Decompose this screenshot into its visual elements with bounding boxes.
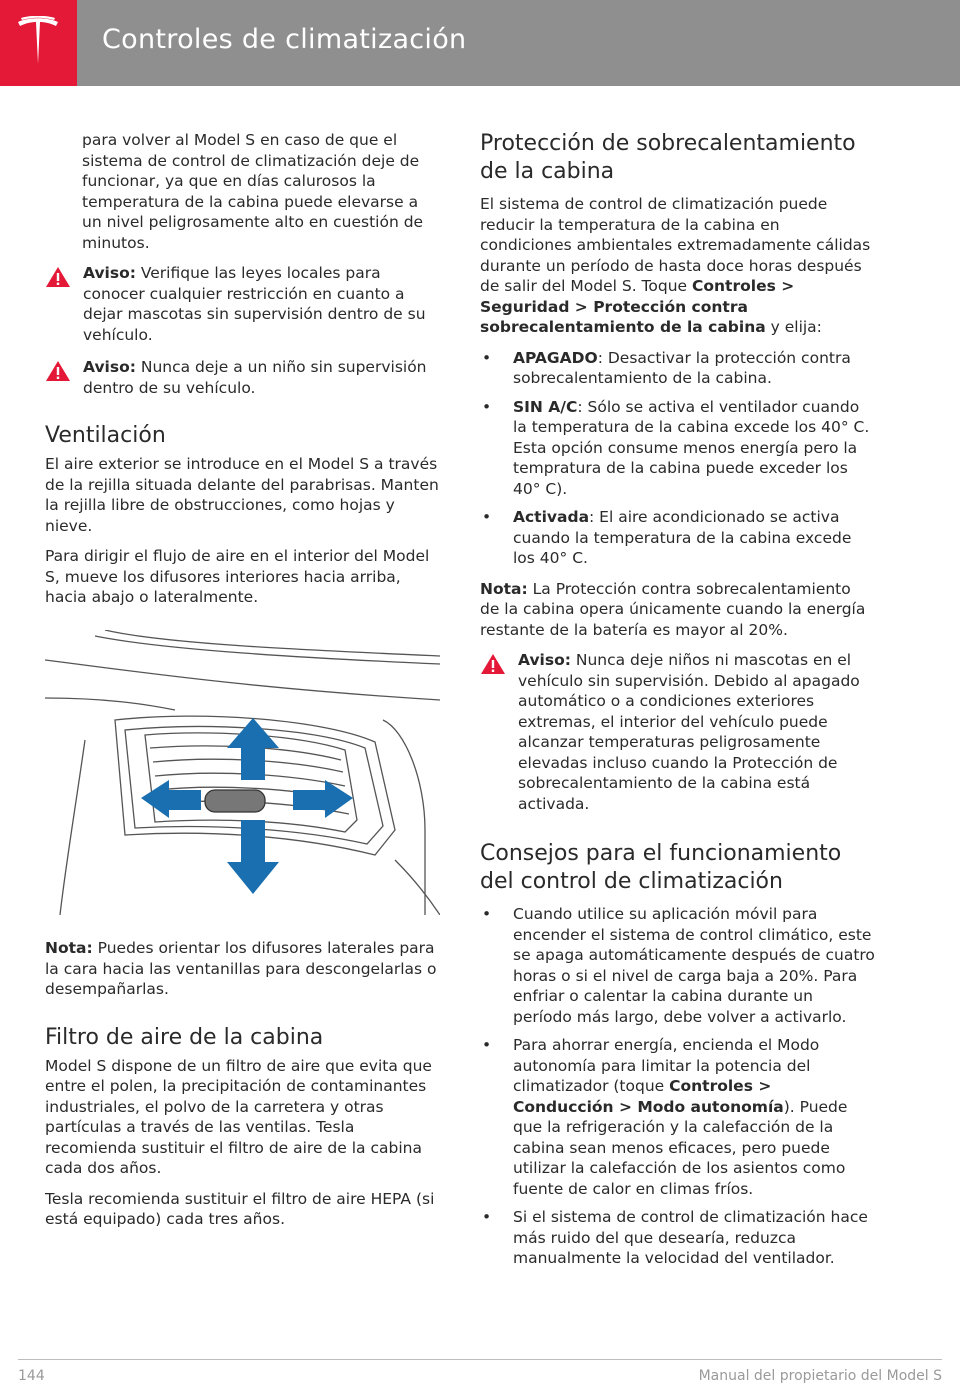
overheat-intro-end: y elija: [765, 318, 822, 336]
option-label: APAGADO [513, 348, 598, 367]
page-number: 144 [18, 1368, 45, 1384]
note-text: Puedes orientar los difusores laterales para la cara hacia las ventanillas para descongelarlas o desempañarlas. [45, 939, 437, 998]
warning-label: Aviso: [518, 651, 571, 669]
list-item: • Cuando utilice su aplicación móvil para encender el sistema de control climático, este se apaga automáticamente después de cuatro horas o si el nivel de carga baja a 20%. Para enfriar o calentar la cabina durante un período más largo, debe volver a activarlo. [480, 904, 875, 1027]
footer-divider [18, 1359, 942, 1360]
option-label: SIN A/C [513, 397, 578, 416]
option-text: : El aire acondicionado se activa cuando la temperatura de la cabina excede los 40° C. [513, 508, 852, 567]
warning-callout [480, 650, 875, 814]
section-heading-consejos: Consejos para el funcionamiento del control de climatización [480, 841, 842, 894]
page-header [0, 0, 960, 86]
menu-path: Controles > Seguridad > Protección contra sobrecalentamiento de la cabina [480, 277, 795, 336]
menu-path: Controles > Conducción > Modo autonomía [513, 1077, 784, 1116]
ventilation-paragraph-2: Para dirigir el flujo de aire en el interior del Model S, mueve los difusores interiores hacia arriba, hacia abajo o lateralmente. [45, 547, 430, 606]
overheat-options-list [480, 348, 875, 569]
filter-paragraph-2: Tesla recomienda sustituir el filtro de aire HEPA (si está equipado) cada tres años. [45, 1189, 435, 1228]
list-item: • Si el sistema de control de climatización hace más ruido del que desearía, reduzca manualmente la velocidad del ventilador. [480, 1207, 875, 1269]
right-column [480, 130, 875, 1279]
tip-text: ). Puede que la refrigeración y la calefacción de la cabina sean menos eficaces, pero puede utilizar la calefacción de los asientos como fuente de calor en climas fríos. [513, 1097, 848, 1198]
brand-logo-box [0, 0, 77, 86]
list-item [480, 397, 875, 500]
left-column [45, 130, 440, 1240]
air-vent-illustration [45, 630, 440, 915]
note-paragraph [480, 579, 875, 641]
option-text: : Desactivar la protección contra sobrecalentamiento de la cabina. [513, 348, 851, 387]
warning-text: Nunca deje a un niño sin supervisión dentro de su vehículo. [83, 358, 427, 397]
option-label: Activada [513, 508, 590, 526]
warning-triangle-icon [480, 653, 506, 675]
overheat-intro [480, 194, 875, 338]
option-text: : Sólo se activa el ventilador cuando la temperatura de la cabina excede los 40° C. Esta opción consume menos energía pero la tempratura de la cabina puede exceder los 40° C). [513, 397, 870, 498]
list-item [480, 507, 875, 569]
warning-callout [45, 263, 440, 345]
list-item [480, 1035, 875, 1199]
warning-label: Aviso: [83, 264, 136, 282]
page-title: Controles de climatización [102, 24, 467, 55]
section-heading-proteccion: Protección de sobrecalentamiento de la cabina [480, 131, 856, 184]
warning-label: Aviso: [83, 358, 136, 376]
warning-text: Nunca deje niños ni mascotas en el vehículo sin supervisión. Debido al apagado automático o a condiciones exteriores extremas, el interior del vehículo puede alcanzar temperaturas peligrosamente elevadas incluso cuando la Protección de sobrecalentamiento de la cabina está activada. [518, 651, 860, 813]
warning-triangle-icon [45, 360, 71, 382]
tip-text: Para ahorrar energía, encienda el Modo autonomía para limitar la potencia del climatizador (toque [513, 1036, 820, 1095]
section-heading-ventilacion: Ventilación [45, 423, 166, 448]
note-label: Nota: [480, 579, 528, 598]
note-label: Nota: [45, 939, 93, 957]
intro-paragraph: para volver al Model S en caso de que el sistema de control de climatización deje de funcionar, ya que en días calurosos la temperatura de la cabina puede elevarse a un nivel peligrosamente alto en cuestión de minutos. [82, 131, 424, 252]
overheat-intro-text: El sistema de control de climatización puede reducir la temperatura de la cabina en condiciones ambientales extremadamente cálidas durante un período de hasta doce horas después de salir del Model S. Toque [480, 195, 871, 295]
warning-callout [45, 357, 440, 398]
warning-text: Verifique las leyes locales para conocer cualquier restricción en cuanto a dejar mascotas sin supervisión dentro de su vehículo. [83, 264, 426, 344]
note-paragraph [45, 938, 440, 1000]
filter-paragraph-1: Model S dispone de un filtro de aire que evita que entre el polen, la precipitación de contaminantes industriales, el polvo de la carretera y otras partículas a través de las ventilas. Tesla recomienda sustituir el filtro de aire de la cabina cada dos años. [45, 1056, 432, 1177]
list-item [480, 348, 875, 389]
footer-title: Manual del propietario del Model S [698, 1368, 942, 1384]
tesla-logo-icon [14, 16, 62, 68]
note-text: La Protección contra sobrecalentamiento de la cabina opera únicamente cuando la energía restante de la batería es mayor al 20%. [480, 579, 866, 639]
section-heading-filtro: Filtro de aire de la cabina [45, 1024, 324, 1050]
warning-triangle-icon [45, 266, 71, 288]
tips-list [480, 904, 875, 1269]
ventilation-paragraph-1: El aire exterior se introduce en el Model S a través de la rejilla situada delante del parabrisas. Manten la rejilla libre de obstrucciones, como hojas y nieve. [45, 455, 439, 535]
